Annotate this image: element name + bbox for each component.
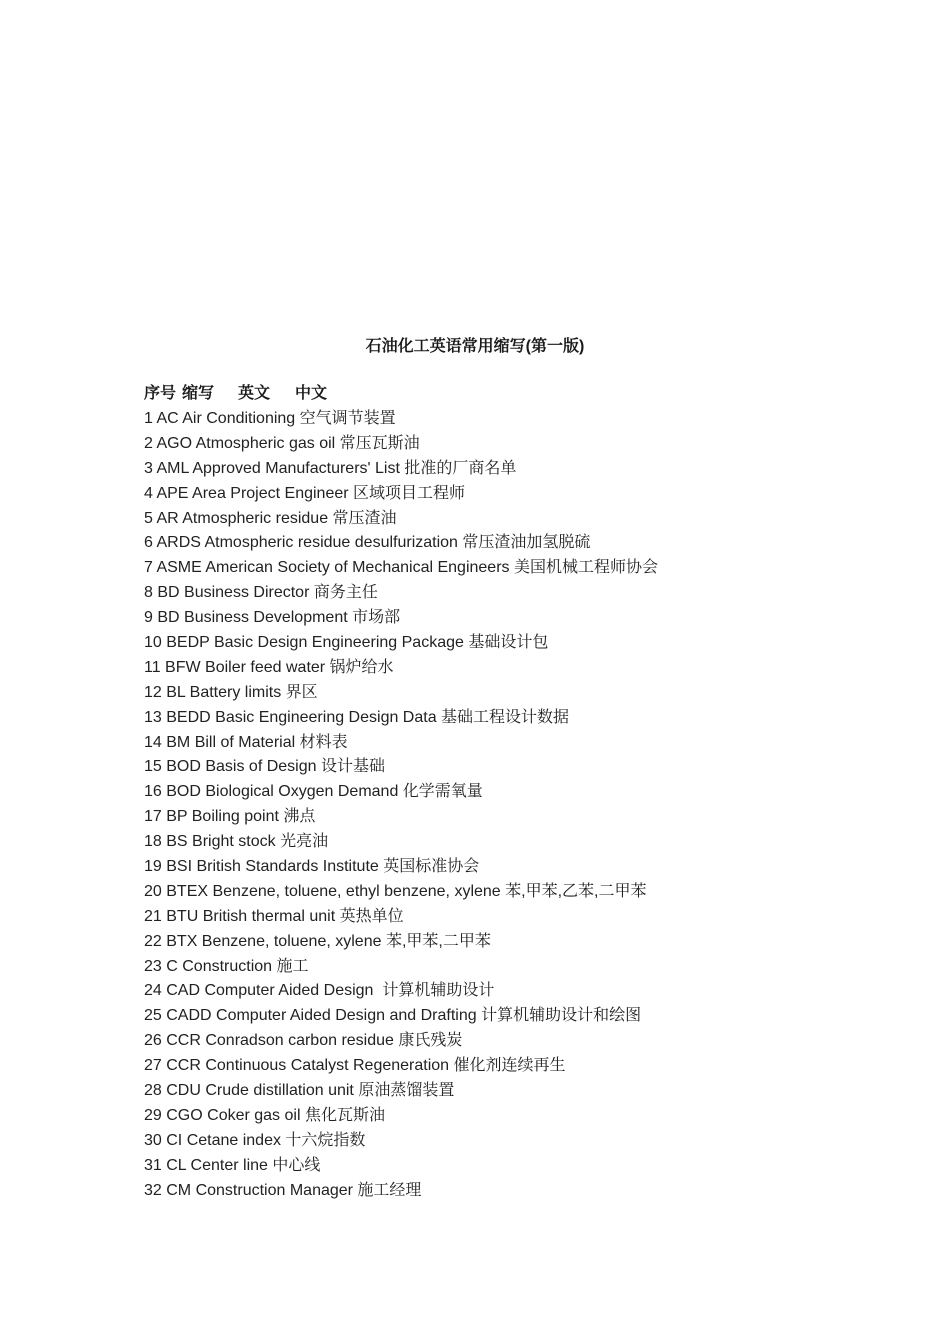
list-item: 14 BM Bill of Material 材料表: [144, 733, 348, 751]
list-item: 6 ARDS Atmospheric residue desulfurization 常压渣油加氢脱硫: [144, 534, 591, 552]
list-item: 31 CL Center line 中心线: [144, 1156, 321, 1174]
list-item: 23 C Construction 施工: [144, 957, 309, 975]
list-item: 13 BEDD Basic Engineering Design Data 基础工程设计数据: [144, 708, 570, 726]
list-item: 1 AC Air Conditioning 空气调节装置: [144, 410, 396, 427]
list-item: 4 APE Area Project Engineer 区域项目工程师: [144, 484, 466, 502]
list-item: 15 BOD Basis of Design 设计基础: [144, 758, 385, 776]
list-item: 12 BL Battery limits 界区: [144, 683, 318, 701]
list-item: 26 CCR Conradson carbon residue 康氏残炭: [144, 1032, 463, 1050]
list-item: 21 BTU British thermal unit 英热单位: [144, 907, 404, 925]
document-title: 石油化工英语常用缩写(第一版): [365, 338, 585, 355]
header-abbreviation: 缩写: [182, 385, 215, 402]
list-item: 24 CAD Computer Aided Design 计算机辅助设计: [144, 982, 495, 1000]
list-item: 30 CI Cetane index 十六烷指数: [144, 1131, 366, 1149]
list-item: 17 BP Boiling point 沸点: [144, 808, 316, 826]
header-english: 英文: [238, 385, 271, 402]
list-item: 19 BSI British Standards Institute 英国标准协会: [144, 858, 480, 876]
column-header-row: [144, 383, 327, 405]
list-item: 25 CADD Computer Aided Design and Drafting 计算机辅助设计和绘图: [144, 1007, 642, 1025]
abbreviation-list: [144, 408, 658, 1205]
list-item: 18 BS Bright stock 光亮油: [144, 833, 329, 851]
list-item: 3 AML Approved Manufacturers' List 批准的厂商名单: [144, 459, 517, 477]
list-item: 5 AR Atmospheric residue 常压渣油: [144, 509, 397, 527]
header-no: 序号: [144, 385, 177, 402]
list-item: 8 BD Business Director 商务主任: [144, 584, 378, 602]
list-item: 20 BTEX Benzene, toluene, ethyl benzene, xylene 苯,甲苯,乙苯,二甲苯: [144, 882, 647, 900]
list-item: 28 CDU Crude distillation unit 原油蒸馏装置: [144, 1082, 455, 1100]
list-item: 11 BFW Boiler feed water 锅炉给水: [144, 658, 394, 676]
header-chinese: 中文: [295, 385, 328, 402]
list-item: 7 ASME American Society of Mechanical Engineers 美国机械工程师协会: [144, 559, 658, 577]
list-item: 32 CM Construction Manager 施工经理: [144, 1181, 422, 1199]
list-item: 9 BD Business Development 市场部: [144, 609, 401, 627]
list-item: 2 AGO Atmospheric gas oil 常压瓦斯油: [144, 434, 420, 452]
list-item: 27 CCR Continuous Catalyst Regeneration 催化剂连续再生: [144, 1057, 566, 1075]
list-item: 10 BEDP Basic Design Engineering Package 基础设计包: [144, 634, 549, 652]
list-item: 16 BOD Biological Oxygen Demand 化学需氧量: [144, 783, 483, 801]
list-item: 22 BTX Benzene, toluene, xylene 苯,甲苯,二甲苯: [144, 932, 491, 950]
list-item: 29 CGO Coker gas oil 焦化瓦斯油: [144, 1106, 385, 1124]
